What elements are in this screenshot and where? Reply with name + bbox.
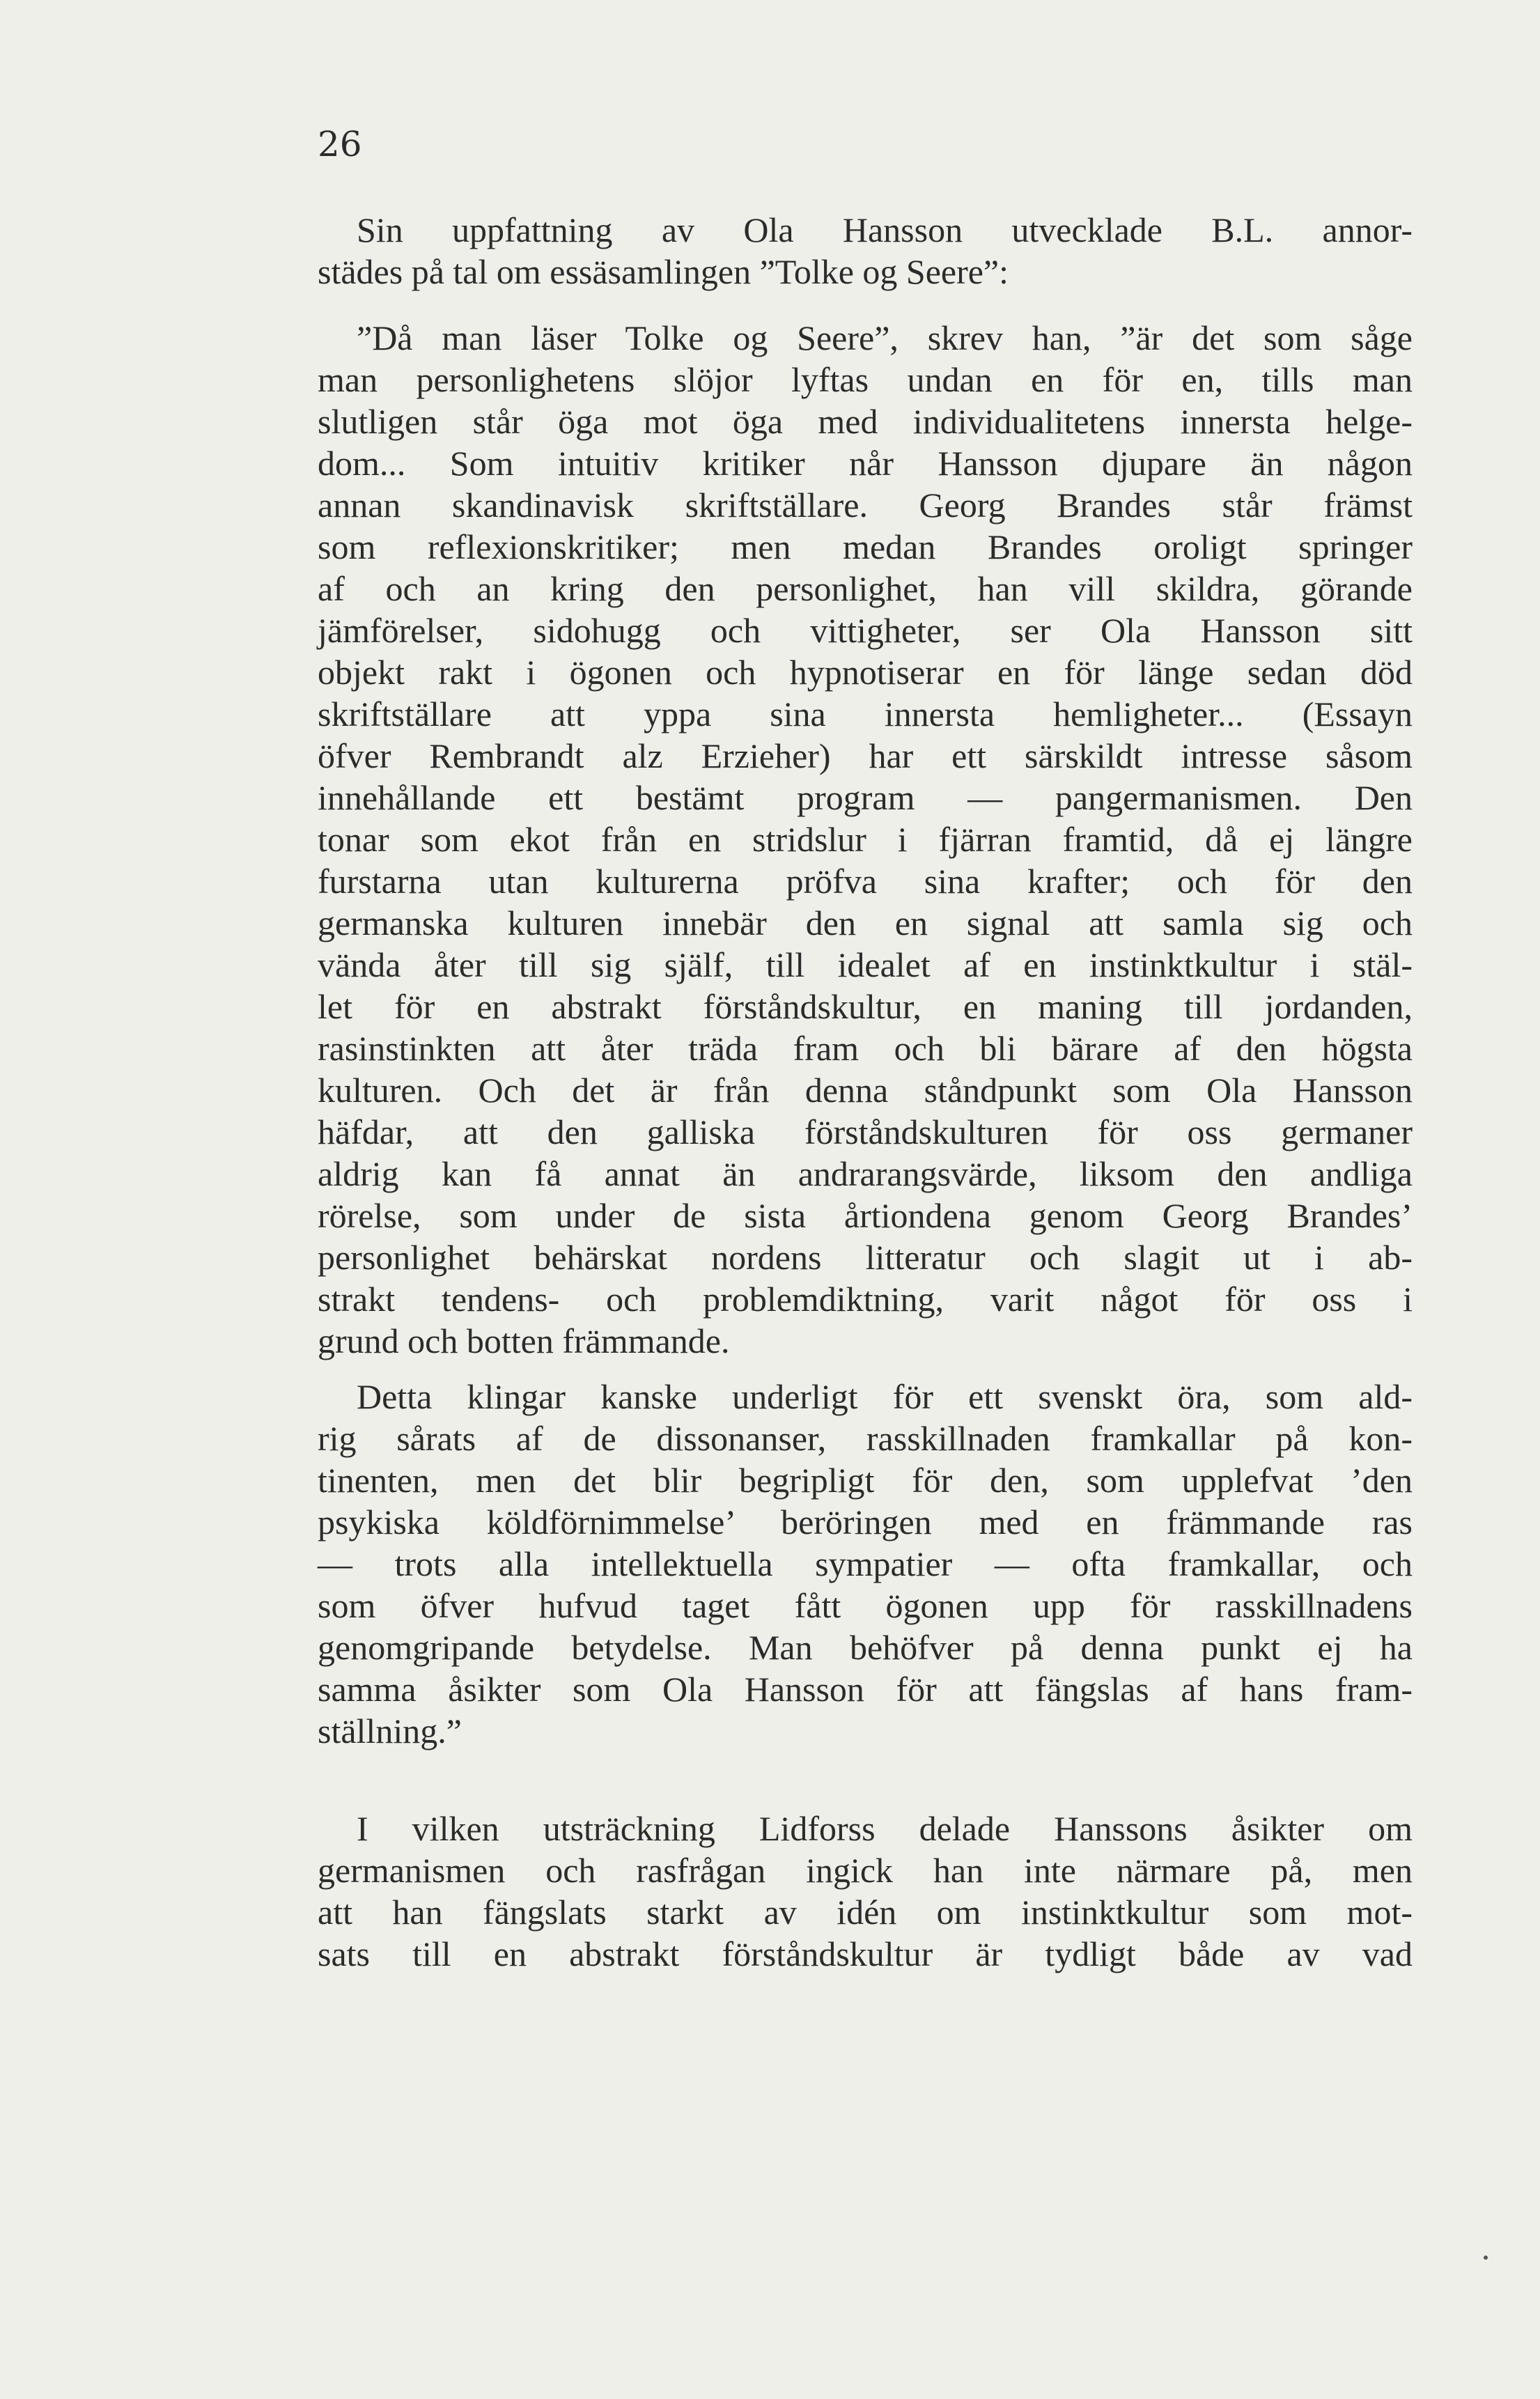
text-line: — trots alla intellektuella sympatier — ofta framkallar, och	[318, 1544, 1413, 1583]
text-line: att han fängslats starkt av idén om instinktkultur som mot-	[318, 1893, 1413, 1932]
text-line: personlighet behärskat nordens litteratur och slagit ut i ab-	[318, 1238, 1413, 1277]
text-line: slutligen står öga mot öga med individualitetens innersta helge-	[318, 402, 1413, 441]
text-line: ställning.”	[318, 1711, 462, 1750]
text-line: Sin uppfattning av Ola Hansson utvecklade B.L. annor-	[357, 210, 1413, 249]
text-line: strakt tendens- och problemdiktning, varit något för oss i	[318, 1280, 1413, 1319]
text-line: sats till en abstrakt förståndskultur är tydligt både av vad	[318, 1934, 1413, 1973]
text-line: rig sårats af de dissonanser, rasskillnaden framkallar på kon-	[318, 1419, 1413, 1458]
text-line: skriftställare att yppa sina innersta hemligheter... (Essayn	[318, 694, 1413, 733]
page-number: 26	[318, 124, 362, 164]
text-line: grund och botten främmande.	[318, 1321, 730, 1360]
text-line: häfdar, att den galliska förståndskulturen för oss germaner	[318, 1112, 1413, 1151]
scan-speck	[1484, 2256, 1488, 2260]
text-line: vända åter till sig själf, till idealet af en instinktkultur i stäl-	[318, 945, 1413, 984]
text-line: tonar som ekot från en stridslur i fjärran framtid, då ej längre	[318, 820, 1413, 859]
text-line: psykiska köldförnimmelse’ beröringen med en främmande ras	[318, 1503, 1413, 1542]
text-line: jämförelser, sidohugg och vittigheter, ser Ola Hansson sitt	[318, 611, 1413, 650]
paragraph-quote-2	[318, 1376, 1413, 1752]
text-line: öfver Rembrandt alz Erzieher) har ett särskildt intresse såsom	[318, 736, 1413, 775]
text-line: som öfver hufvud taget fått ögonen upp för rasskillnadens	[318, 1586, 1413, 1625]
text-line: tinenten, men det blir begripligt för den, som upplefvat ’den	[318, 1461, 1413, 1500]
text-line: Detta klingar kanske underligt för ett svenskt öra, som ald-	[357, 1377, 1413, 1416]
text-line: samma åsikter som Ola Hansson för att fängslas af hans fram-	[318, 1670, 1413, 1709]
text-line: som reflexionskritiker; men medan Brandes oroligt springer	[318, 527, 1413, 566]
text-line: ”Då man läser Tolke og Seere”, skrev han, ”är det som såge	[357, 318, 1413, 357]
paragraph-quote-1	[318, 317, 1413, 1362]
text-line: kulturen. Och det är från denna ståndpunkt som Ola Hansson	[318, 1071, 1413, 1110]
text-line: objekt rakt i ögonen och hypnotiserar en för länge sedan död	[318, 653, 1413, 692]
text-line: rasinstinkten att åter träda fram och bli bärare af den högsta	[318, 1029, 1413, 1068]
text-line: germanismen och rasfrågan ingick han inte närmare på, men	[318, 1851, 1413, 1890]
text-line: innehållande ett bestämt program — pangermanismen. Den	[318, 778, 1413, 817]
text-line: genomgripande betydelse. Man behöfver på denna punkt ej ha	[318, 1628, 1413, 1667]
paragraph-lidforss	[318, 1808, 1413, 1975]
text-line: let för en abstrakt förståndskultur, en maning till jordanden,	[318, 987, 1413, 1026]
text-line: man personlighetens slöjor lyftas undan en för en, tills man	[318, 360, 1413, 399]
text-line: furstarna utan kulturerna pröfva sina krafter; och för den	[318, 862, 1413, 901]
text-line: I vilken utsträckning Lidforss delade Hanssons åsikter om	[357, 1809, 1413, 1848]
text-line: germanska kulturen innebär den en signal att samla sig och	[318, 903, 1413, 942]
text-line: af och an kring den personlighet, han vill skildra, görande	[318, 569, 1413, 608]
text-line: städes på tal om essäsamlingen ”Tolke og Seere”:	[318, 252, 1009, 291]
text-line: rörelse, som under de sista årtiondena genom Georg Brandes’	[318, 1196, 1413, 1235]
paragraph-intro	[318, 209, 1413, 293]
text-line: dom... Som intuitiv kritiker når Hansson djupare än någon	[318, 444, 1413, 483]
text-line: annan skandinavisk skriftställare. Georg Brandes står främst	[318, 486, 1413, 525]
text-line: aldrig kan få annat än andrarangsvärde, liksom den andliga	[318, 1154, 1413, 1193]
